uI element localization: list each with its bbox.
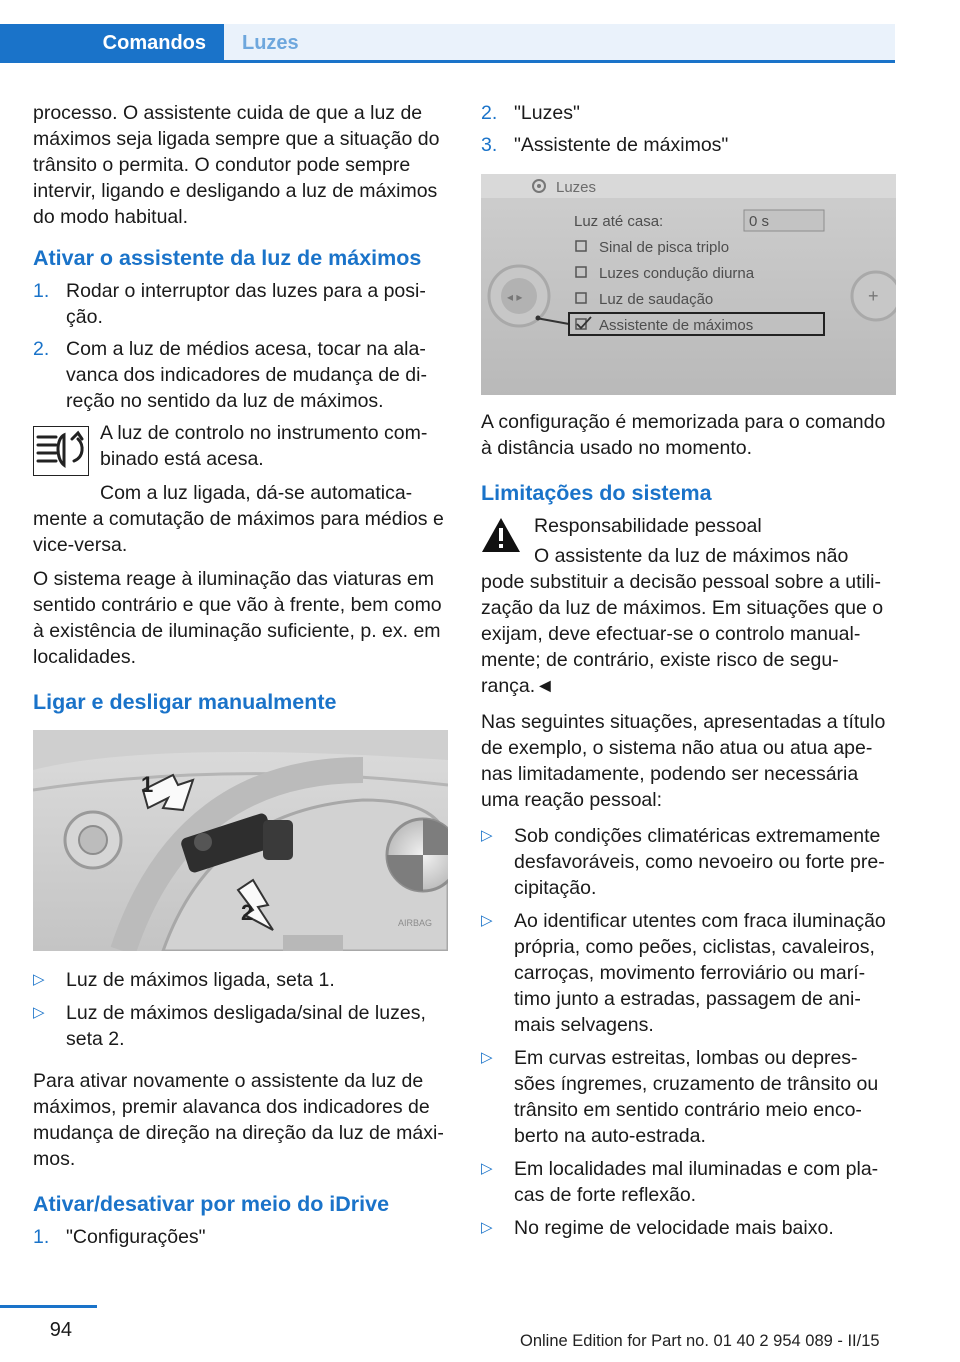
step-number: 2. [33, 338, 50, 360]
svg-text:◂ ▸: ◂ ▸ [507, 290, 523, 304]
bullet-text: Luz de máximos ligada, seta 1. [66, 969, 335, 991]
reactivate-paragraph: Para ativar novamente o assistente da luz de máximos, premir alavanca dos indicadores de mudança de direção na direção da luz de máxi‐mos. [33, 1070, 444, 1170]
bullet-item [481, 823, 896, 901]
step-number: 1. [33, 1226, 50, 1248]
controller-right-icon [852, 272, 896, 320]
idrive-screen-image [481, 174, 896, 395]
auto-switch-text: Com a luz ligada, dá-se automatica‐mente a comutação de máximos para médios e vice-versa. [33, 482, 444, 556]
bullet-item [33, 1000, 448, 1052]
bullet-triangle-icon: ▷ [481, 912, 493, 929]
system-reacts-paragraph: O sistema reage à iluminação das viaturas em sentido contrário e que vão à frente, bem como à existência de iluminação suficiente, p. ex. em localidades. [33, 568, 442, 668]
screen-row-label: Luz até casa: [574, 213, 664, 230]
bullet-triangle-icon: ▷ [481, 827, 493, 844]
step-item [33, 1224, 448, 1250]
step-item [33, 336, 448, 414]
warning-triangle-icon [481, 517, 521, 553]
step-item [481, 132, 896, 158]
high-beam-assistant-indicator-icon [33, 426, 89, 476]
step-text: "Configurações" [66, 1226, 206, 1248]
intro-paragraph: processo. O assistente cuida de que a luz de máximos seja ligada sempre que a situação do trânsito o permita. O condutor pode sempre intervir, ligando e desligando a luz de máximos do modo habitual. [33, 102, 440, 228]
footer-divider [0, 1305, 97, 1308]
heading-limitations: Limitações do sistema [481, 481, 712, 505]
step-number: 2. [481, 102, 498, 124]
screen-option-selected: Assistente de máximos [599, 317, 754, 334]
screen-option: Sinal de pisca triplo [599, 239, 730, 256]
indicator-note-text: A luz de controlo no instrumento com‐binado está acesa. [100, 422, 428, 470]
tab-comandos[interactable]: Comandos [0, 24, 224, 62]
step-text: "Luzes" [514, 102, 580, 124]
heading-manual-switch: Ligar e desligar manualmente [33, 690, 337, 714]
step-item [481, 100, 896, 126]
screen-title: Luzes [556, 179, 597, 196]
left-column [33, 100, 448, 1256]
bullet-text: Ao identificar utentes com fraca iluminação própria, como peões, ciclistas, cavaleiros, carroças, movimento ferroviário ou marí‐timo junto a estradas, passagem de ani‐mais selvagens. [514, 910, 886, 1036]
step-text: Rodar o interruptor das luzes para a posi‐ção. [66, 280, 426, 328]
step-item [33, 278, 448, 330]
screen-row-value: 0 s [749, 213, 770, 230]
airbag-label: AIRBAG [398, 918, 433, 928]
warning-title: Responsabilidade pessoal [534, 515, 762, 537]
bullet-triangle-icon: ▷ [33, 1004, 45, 1021]
bullet-triangle-icon: ▷ [481, 1219, 493, 1236]
warning-block [481, 513, 896, 699]
bullet-triangle-icon: ▷ [33, 971, 45, 988]
screen-option: Luz de saudação [599, 291, 714, 308]
bullet-item [33, 967, 448, 993]
bullet-item [481, 1215, 896, 1241]
memorized-paragraph: A configuração é memorizada para o comando à distância usado no momento. [481, 411, 886, 459]
heading-activate-assistant: Ativar o assistente da luz de máximos [33, 246, 422, 270]
situations-paragraph: Nas seguintes situações, apresentadas a título de exemplo, o sistema não atua ou atua ape‐nas limitadamente, podendo ser necessária uma reação pessoal: [481, 711, 886, 811]
heading-idrive: Ativar/desativar por meio do iDrive [33, 1192, 390, 1216]
bullet-text: Luz de máximos desligada/sinal de luzes, seta 2. [66, 1002, 426, 1050]
bullet-triangle-icon: ▷ [481, 1160, 493, 1177]
step-number: 3. [481, 134, 498, 156]
bullet-text: No regime de velocidade mais baixo. [514, 1217, 834, 1239]
arrow-1-label: 1 [141, 772, 154, 797]
arrow-2-label: 2 [241, 900, 254, 925]
bullet-item [481, 908, 896, 1038]
svg-text:+: + [868, 286, 879, 306]
step-text: Com a luz de médios acesa, tocar na ala‐vanca dos indicadores de mudança de di‐reção no sentido da luz de máximos. [66, 338, 427, 412]
warning-text: O assistente da luz de máximos não pode substituir a decisão pessoal sobre a utili‐zação da luz de máximos. Em situações que o exijam, deve efectuar-se o controlo manual‐mente; de contrário, existe risco de segu‐rança.◄ [481, 545, 884, 697]
indicator-note [33, 420, 448, 558]
edition-text: Online Edition for Part no. 01 40 2 954 089 - II/15 [520, 1332, 880, 1350]
bullet-item [481, 1156, 896, 1208]
bullet-text: Em curvas estreitas, lombas ou depres‐sões íngremes, cruzamento de trânsito ou trânsito em sentido contrário meio enco‐berto na auto-estrada. [514, 1047, 879, 1147]
bullet-item [481, 1045, 896, 1149]
right-column [481, 100, 896, 1248]
step-text: "Assistente de máximos" [514, 134, 729, 156]
bullet-triangle-icon: ▷ [481, 1049, 493, 1066]
steering-lever-photo [33, 730, 448, 951]
step-number: 1. [33, 280, 50, 302]
bullet-text: Em localidades mal iluminadas e com pla‐cas de forte reflexão. [514, 1158, 879, 1206]
screen-option: Luzes condução diurna [599, 265, 755, 282]
page-number: 94 [49, 1319, 72, 1341]
bullet-text: Sob condições climatéricas extremamente desfavoráveis, como nevoeiro ou forte pre‐cipitação. [514, 825, 885, 899]
header-divider [0, 60, 895, 63]
page-header [0, 0, 960, 62]
tab-luzes[interactable]: Luzes [224, 24, 895, 62]
